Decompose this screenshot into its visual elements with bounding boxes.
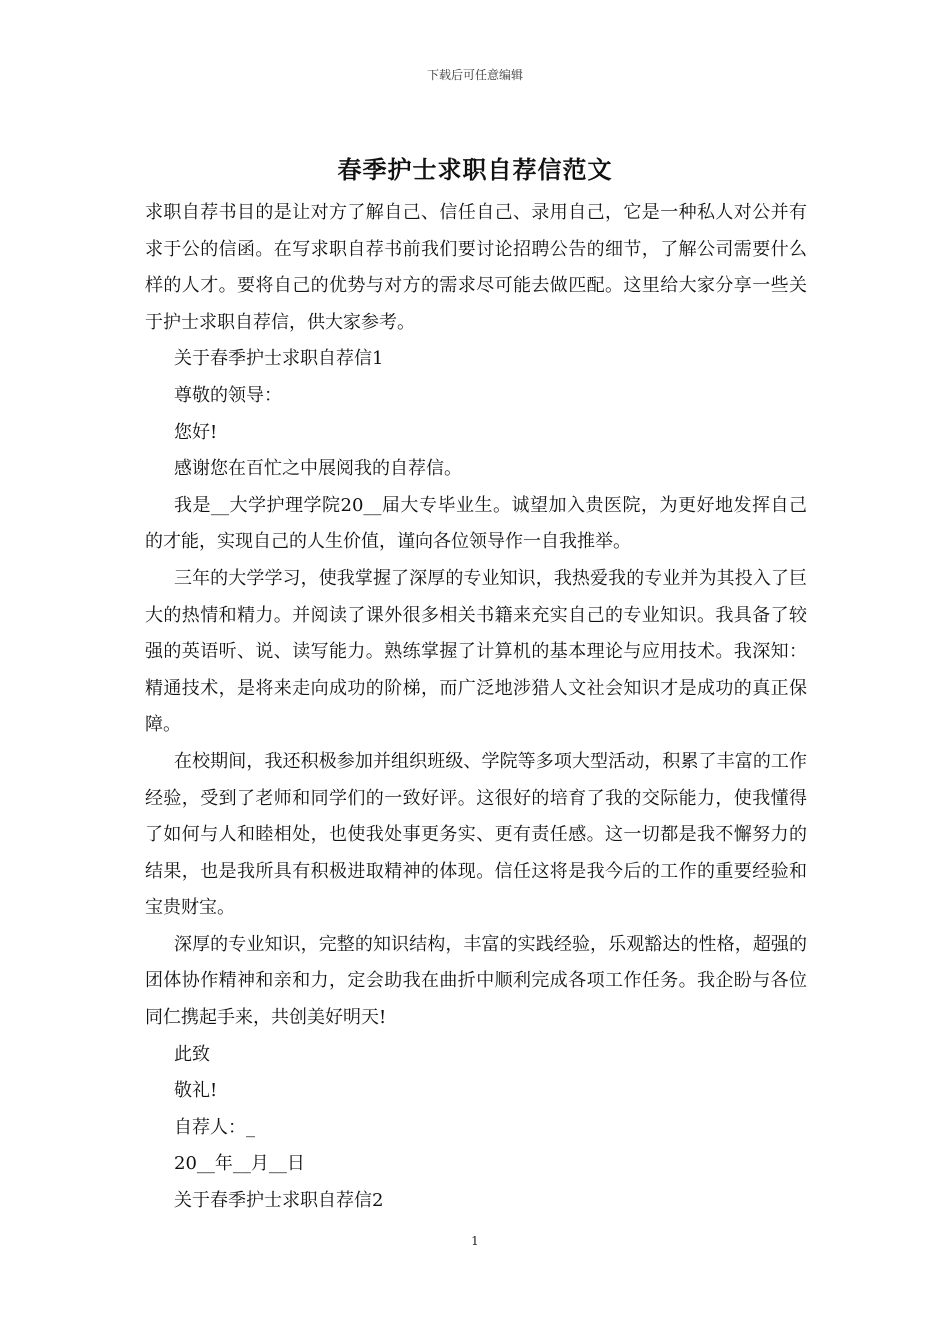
body-paragraph: 此致	[174, 1043, 210, 1065]
body-paragraph: 敬礼!	[174, 1080, 218, 1102]
body-paragraph: 求职自荐书目的是让对方了解自己、信任自己、录用自己，它是一种私人对公并有求于公的信函。在写求职自荐书前我们要讨论招聘公告的细节，了解公司需要什么样的人才。要将自己的优势与对方的需求尽可能去做匹配。这里给大家分享一些关于护士求职自荐信，供大家参考。	[145, 202, 807, 333]
body-paragraph: 20__年__月__日	[174, 1153, 305, 1175]
body-paragraph: 感谢您在百忙之中展阅我的自荐信。	[174, 458, 462, 480]
body-paragraph: 我是__大学护理学院20__届大专毕业生。诚望加入贵医院，为更好地发挥自己的才能，实现自己的人生价值，谨向各位领导作一自我推举。	[145, 494, 807, 553]
header-note: 下载后可任意编辑	[426, 68, 523, 82]
body-paragraph: 关于春季护士求职自荐信1	[174, 348, 384, 370]
body-paragraph: 三年的大学学习，使我掌握了深厚的专业知识，我热爱我的专业并为其投入了巨大的热情和精力。并阅读了课外很多相关书籍来充实自己的专业知识。我具备了较强的英语听、说、读写能力。熟练掌握了计算机的基本理论与应用技术。我深知：精通技术，是将来走向成功的阶梯，而广泛地涉猎人文社会知识才是成功的真正保障。	[145, 567, 807, 736]
body-paragraph: 关于春季护士求职自荐信2	[174, 1190, 384, 1212]
page-number: 1	[471, 1234, 479, 1248]
document-title: 春季护士求职自荐信范文	[337, 155, 613, 184]
body-paragraph: 在校期间，我还积极参加并组织班级、学院等多项大型活动，积累了丰富的工作经验，受到了老师和同学们的一致好评。这很好的培育了我的交际能力，使我懂得了如何与人和睦相处，也使我处事更务实、更有责任感。这一切都是我不懈努力的结果，也是我所具有积极进取精神的体现。信任这将是我今后的工作的重要经验和宝贵财宝。	[145, 750, 807, 919]
body-paragraph: 您好!	[174, 421, 218, 443]
document-body	[145, 195, 807, 1220]
body-paragraph: 深厚的专业知识，完整的知识结构，丰富的实践经验，乐观豁达的性格，超强的团体协作精神和亲和力，定会助我在曲折中顺利完成各项工作任务。我企盼与各位同仁携起手来，共创美好明天!	[145, 933, 807, 1029]
body-paragraph: 尊敬的领导：	[174, 384, 282, 406]
body-paragraph: 自荐人：_	[174, 1116, 255, 1138]
